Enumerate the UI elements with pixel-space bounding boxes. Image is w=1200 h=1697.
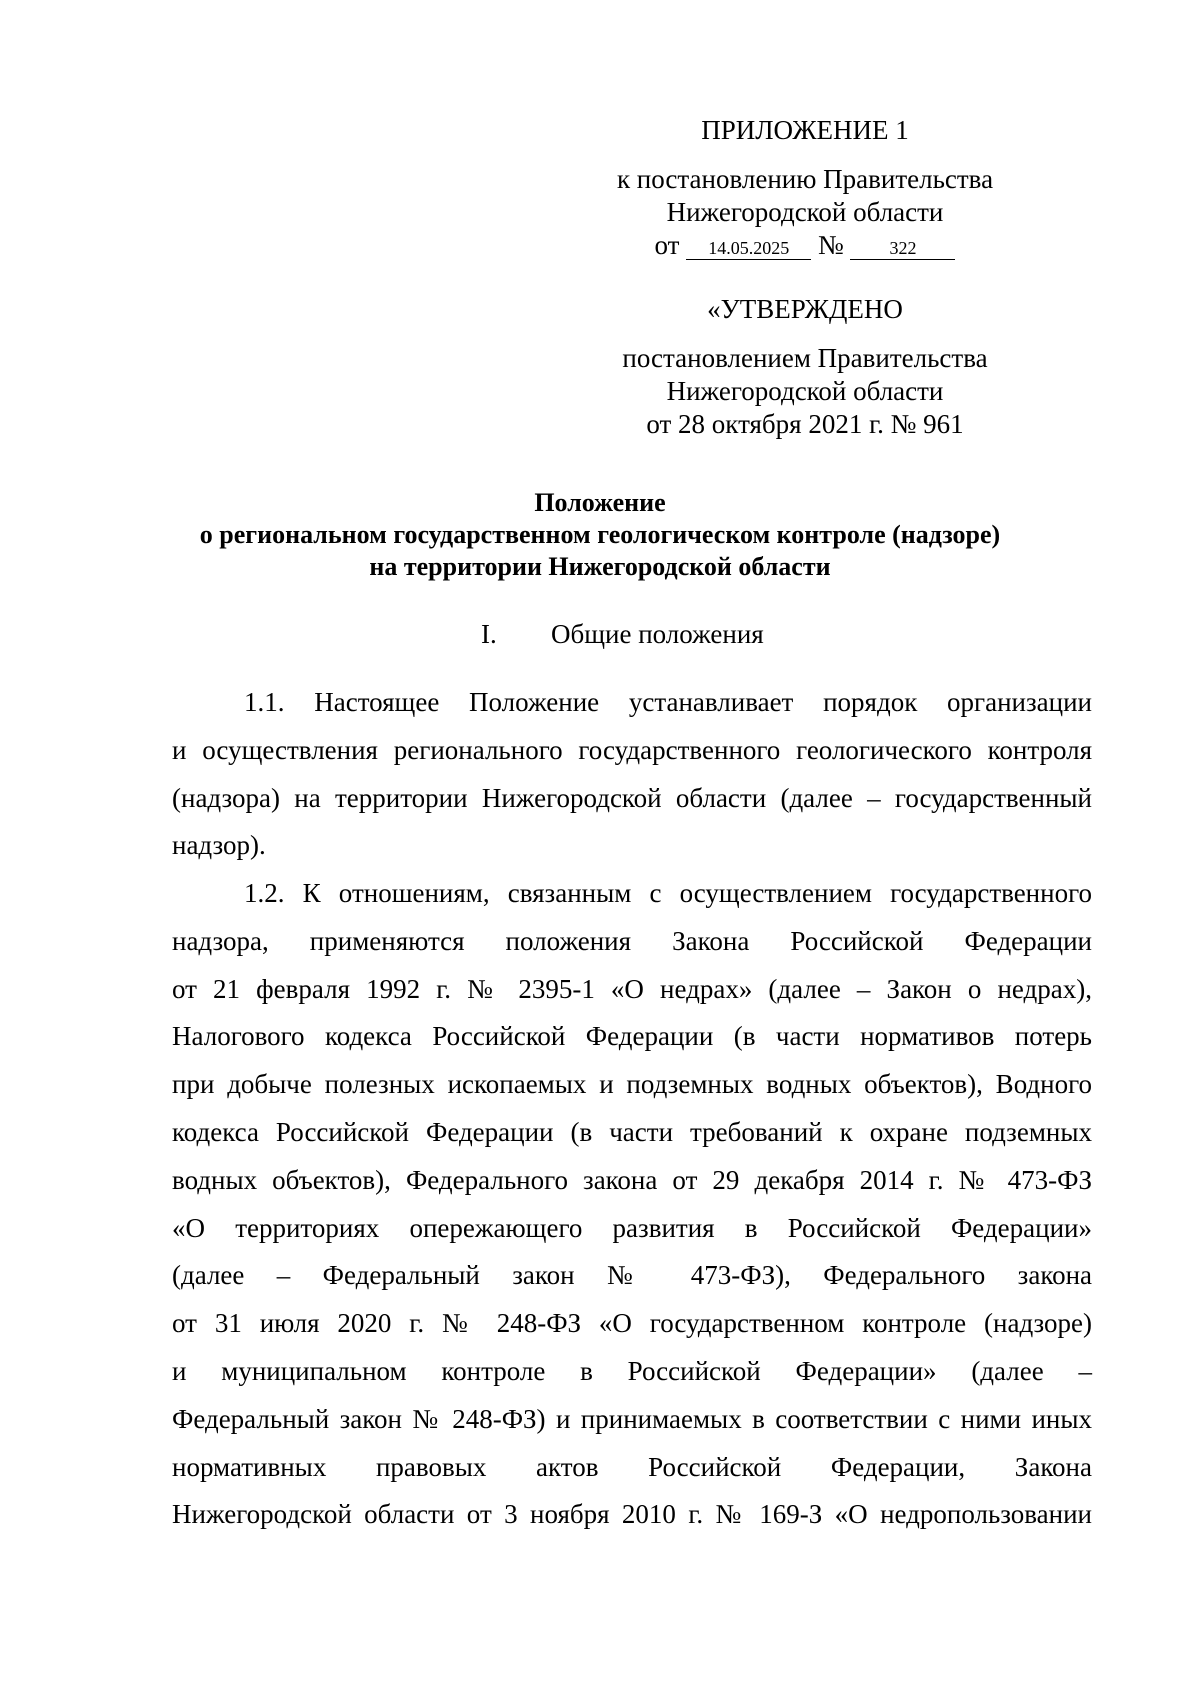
paragraph-line: и муниципальном контроле в Российской Федерации» (далее –	[172, 1355, 1092, 1386]
section-number: I.	[481, 619, 497, 649]
section-name: Общие положения	[551, 619, 764, 649]
resolution-date-number	[590, 229, 1020, 262]
paragraph-line: Федеральный закон № 248-ФЗ) и принимаемых в соответствии с ними иных	[172, 1403, 1092, 1434]
paragraph-line: 1.1. Настоящее Положение устанавливает порядок организации	[244, 687, 1092, 717]
paragraph-line: при добыче полезных ископаемых и подземных водных объектов), Водного	[172, 1069, 1092, 1100]
paragraph-line: от 21 февраля 1992 г. № 2395-1 «О недрах» (далее – Закон о недрах),	[172, 973, 1092, 1004]
paragraph-1-2	[172, 870, 1092, 1539]
paragraph-line: водных объектов), Федерального закона от 29 декабря 2014 г. № 473-ФЗ	[172, 1164, 1092, 1195]
approved-by-line-3: от 28 октября 2021 г. № 961	[646, 409, 964, 439]
paragraph-line: и осуществления регионального государственного геологического контроля	[172, 734, 1092, 765]
number-sign: №	[817, 230, 844, 260]
paragraph-line: 1.2. К отношениям, связанным с осуществлением государственного	[244, 878, 1092, 908]
document-title	[100, 487, 1100, 583]
title-line-3: на территории Нижегородской области	[369, 552, 831, 581]
approved-label: «УТВЕРЖДЕНО	[707, 294, 903, 324]
resolution-reference	[590, 163, 1020, 262]
approved-stamp	[590, 293, 1020, 326]
paragraph-1-1	[172, 679, 1092, 870]
paragraph-line: от 31 июля 2020 г. № 248-ФЗ «О государственном контроле (надзоре)	[172, 1308, 1092, 1339]
approved-by-line-2: Нижегородской области	[666, 376, 944, 406]
paragraph-line: «О территориях опережающего развития в Российской Федерации»	[172, 1212, 1092, 1243]
approved-by-block	[590, 342, 1020, 441]
appendix-heading	[590, 114, 1020, 147]
paragraph-line: надзор).	[172, 830, 266, 861]
from-label: от	[654, 230, 680, 260]
number-field: 322	[850, 237, 955, 260]
paragraph-line: кодекса Российской Федерации (в части требований к охране подземных	[172, 1116, 1092, 1147]
paragraph-line: Налогового кодекса Российской Федерации (в части нормативов потерь	[172, 1021, 1092, 1052]
resolution-line-2: Нижегородской области	[666, 197, 944, 227]
paragraph-line: (надзора) на территории Нижегородской области (далее – государственный	[172, 782, 1092, 813]
appendix-label: ПРИЛОЖЕНИЕ 1	[701, 115, 909, 145]
date-field: 14.05.2025	[686, 237, 811, 260]
title-line-2: о региональном государственном геологическом контроле (надзоре)	[199, 520, 1001, 549]
paragraph-line: нормативных правовых актов Российской Федерации, Закона	[172, 1451, 1092, 1482]
approved-by-line-1: постановлением Правительства	[622, 343, 988, 373]
resolution-line-1: к постановлению Правительства	[616, 164, 994, 194]
title-line-1: Положение	[534, 488, 666, 517]
paragraph-line: надзора, применяются положения Закона Российской Федерации	[172, 925, 1092, 956]
paragraph-line: Нижегородской области от 3 ноября 2010 г. № 169-З «О недропользовании	[172, 1499, 1092, 1530]
paragraph-line: (далее – Федеральный закон № 473-ФЗ), Федерального закона	[172, 1260, 1092, 1291]
